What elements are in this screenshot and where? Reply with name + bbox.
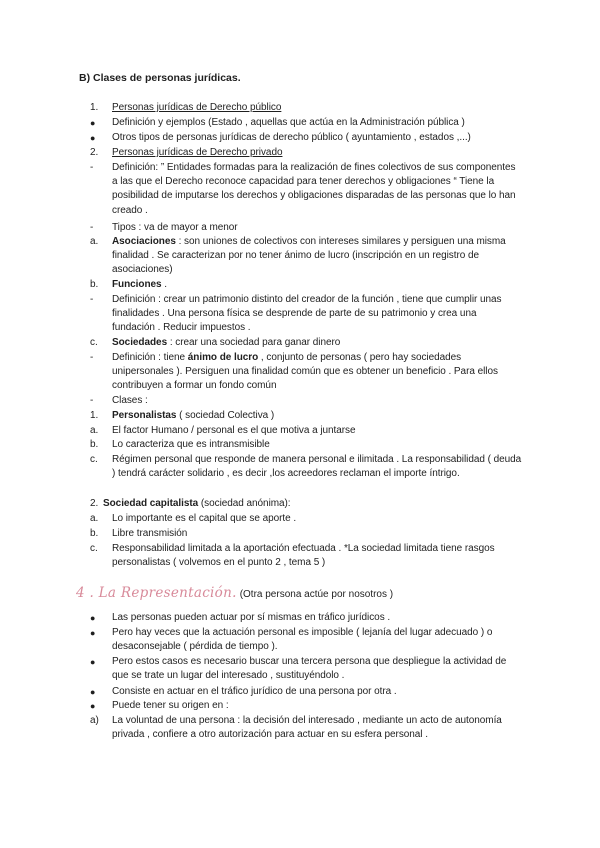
public-title: Personas jurídicas de Derecho público [112,102,282,113]
dash-marker: - [90,222,94,233]
list-number: 2. [90,498,99,509]
list-item-rep-a [90,714,522,742]
list-item-sociedades [90,336,530,350]
letter-marker: c. [90,543,98,554]
bullet-icon: ● [90,657,96,667]
section-heading: B) Clases de personas jurídicas. [79,72,241,84]
list-item-tipos [90,221,530,235]
list-item-pers-a [90,424,530,438]
representation-title: 4 . La Representación. [76,585,237,601]
asociaciones-desc: : son uniones de colectivos con intereses similares y persiguen una misma finalidad . Se caracterizan por no tener ánimo de lucro (inscripción en un registro de asociaciones) [112,236,506,276]
list-item-rep-3 [90,655,522,683]
rep-5-text: Puede tener su origen en : [112,700,229,711]
list-number: 1. [90,410,99,421]
list-item-personalistas [90,409,530,423]
letter-marker: a. [90,513,99,524]
asociaciones-text [112,235,522,278]
list-item-asociaciones [90,235,522,278]
list-item-rep-2 [90,626,522,654]
list-item-funciones [90,278,530,292]
list-number: 2. [90,147,99,158]
list-item-clases [90,394,530,408]
bullet-icon: ● [90,687,96,697]
list-item-pers-b [90,438,530,452]
list-item-private-def [90,161,522,218]
capitalista-desc: (sociedad anónima): [198,498,291,509]
sociedades-text [112,336,530,350]
letter-marker: c. [90,337,98,348]
personalistas-text [112,409,530,423]
private-title: Personas jurídicas de Derecho privado [112,147,283,158]
bullet-icon: ● [90,133,96,143]
list-item-rep-1 [90,611,530,625]
animo-de-lucro: ánimo de lucro [187,352,259,363]
sociedades-def [112,351,522,394]
bullet-icon: ● [90,701,96,711]
pers-a-text: El factor Humano / personal es el que motiva a juntarse [112,425,356,436]
dash-marker: - [90,395,94,406]
bullet-icon: ● [90,628,96,638]
pers-b-text: Lo caracteriza que es intransmisible [112,439,270,450]
private-def: Definición: ” Entidades formadas para la realización de fines colectivos de sus componentes a las que el Derecho reconoce capacidad para tener derechos y obligaciones “ Tiene la posibilidad de imputarse los derechos y obligaciones disparadas de las personas que lo han creado . [112,162,516,216]
dash-marker: - [90,162,94,173]
sociedades-desc: : crear una sociedad para ganar dinero [167,337,341,348]
bullet-icon: ● [90,118,96,128]
pers-c-text: Régimen personal que responde de manera personal e ilimitada . La responsabilidad ( deuda ) tendrá carácter solidario , es decir ,los acreedores reclaman el importe íntrigo. [112,454,522,480]
rep-1-text: Las personas pueden actuar por sí mismas en tráfico jurídicos . [112,612,391,623]
sociedades-label: Sociedades [112,337,168,348]
funciones-tail: . [161,279,168,290]
letter-marker: a. [90,425,99,436]
cap-c-text: Responsabilidad limitada a la aportación efectuada . *La sociedad limitada tiene rasgos personalistas ( volvemos en el punto 2 , tema 5 ) [112,543,495,569]
rep-4-text: Consiste en actuar en el tráfico jurídico de una persona por otra . [112,686,397,697]
tipos-text: Tipos : va de mayor a menor [112,222,238,233]
rep-3-text: Pero estos casos es necesario buscar una tercera persona que despliegue la actividad de que se trate un lugar del interesado , sustituyéndolo . [112,656,507,682]
list-item-rep-4 [90,685,530,699]
public-others: Otros tipos de personas jurídicas de derecho público ( ayuntamiento , estados ,...) [112,132,471,143]
rep-a-text: La voluntad de una persona : la decisión del interesado , mediante un acto de autonomía privada , confiere a otro autorización para actuar en su esfera personal . [112,715,502,741]
letter-marker: b. [90,528,99,539]
dash-marker: - [90,294,94,305]
letter-marker: a. [90,236,99,247]
list-item-public-others [90,131,530,145]
list-item-private-title [90,146,530,160]
list-item-rep-5 [90,699,530,713]
list-item-public-def [90,116,530,130]
list-item-pers-c [90,453,522,481]
bullet-icon: ● [90,613,96,623]
cap-a-text: Lo importante es el capital que se aporte . [112,513,297,524]
funciones-text [112,278,530,292]
public-def: Definición y ejemplos (Estado , aquellas que actúa en la Administración pública ) [112,117,465,128]
dash-marker: - [90,352,94,363]
representation-heading [76,585,393,601]
representation-subtitle: (Otra persona actúe por nosotros ) [239,589,394,600]
list-item-cap-c [90,542,522,570]
capitalista-label: Sociedad capitalista [103,498,199,509]
letter-marker: c. [90,454,98,465]
personalistas-label: Personalistas [112,410,177,421]
soc-def-pre: Definición : tiene [112,352,188,363]
letter-marker: b. [90,279,99,290]
asociaciones-label: Asociaciones [112,236,176,247]
letter-marker: a) [90,715,99,726]
list-item-cap-a [90,512,530,526]
soc-def-post: , conjunto de personas ( pero hay sociedades unipersonales ). Persiguen una finalidad común que es obtener un beneficio . Para ellos contribuyen a formar un fondo común [112,352,498,392]
funciones-label: Funciones [112,279,162,290]
personalistas-desc: ( sociedad Colectiva ) [176,410,275,421]
clases-text: Clases : [112,395,148,406]
funciones-def: Definición : crear un patrimonio distinto del creador de la función , tiene que cumplir unas finalidades . Una persona física se desprende de parte de su patrimonio y crea una fundación . Reducir impuestos . [112,294,502,334]
letter-marker: b. [90,439,99,450]
list-item-cap-b [90,527,530,541]
list-item-funciones-def [90,293,522,336]
list-item-sociedades-def [90,351,522,394]
rep-2-text: Pero hay veces que la actuación personal es imposible ( lejanía del lugar adecuado ) o desaconsejable ( pérdida de tiempo ). [112,627,493,653]
list-item-capitalista [90,497,530,511]
cap-b-text: Libre transmisión [112,528,188,539]
list-item-public-title [90,101,530,115]
list-number: 1. [90,102,99,113]
capitalista-text [103,497,530,511]
